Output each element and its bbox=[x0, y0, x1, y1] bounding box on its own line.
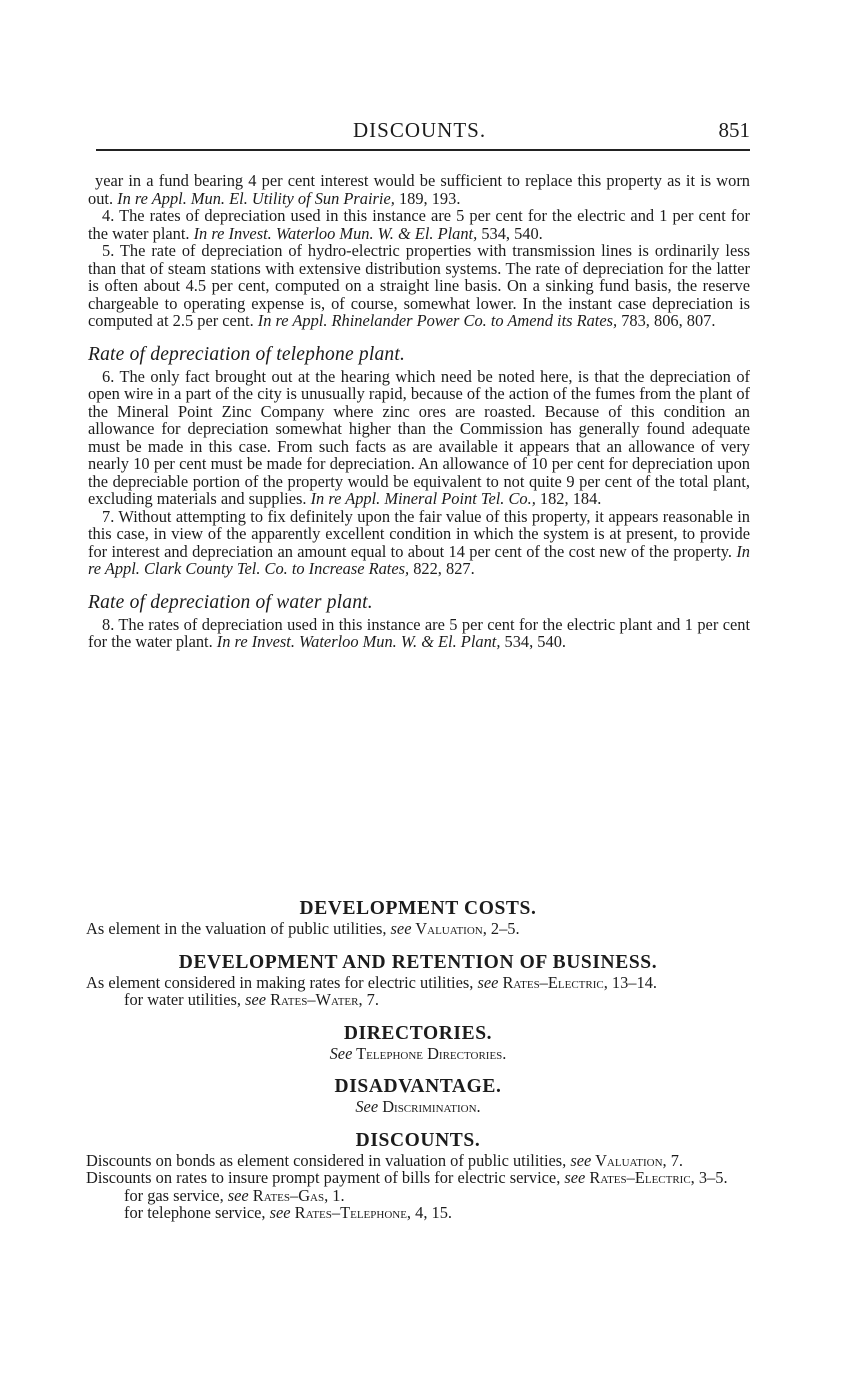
citation: In re Invest. Waterloo Mun. W. & El. Plant, bbox=[193, 223, 478, 243]
running-title: DISCOUNTS. bbox=[353, 118, 487, 142]
paragraph-4: 4. The rates of depreciation used in this instance are 5 per cent for the electric and 1 per cent for the water plant. In re Invest. Waterloo Mun. W. & El. Plant, 534, 540. bbox=[88, 206, 750, 243]
index-entry: As element in the valuation of public utilities, see Valuation, 2–5. bbox=[86, 919, 520, 938]
cross-reference: Rates–Gas, 1. bbox=[248, 1185, 345, 1205]
citation: In re Appl. Mineral Point Tel. Co., bbox=[310, 489, 536, 508]
index-entry: As element considered in making rates for electric utilities, see Rates–Electric, 13–14. bbox=[86, 972, 657, 992]
citation: In re Appl. Clark County Tel. Co. to Increase Rates, bbox=[88, 541, 750, 578]
index-heading-disadvantage: DISADVANTAGE. bbox=[334, 1076, 502, 1097]
citation: In re Invest. Waterloo Mun. W. & El. Plant, bbox=[216, 632, 501, 651]
running-head bbox=[96, 118, 752, 148]
cross-reference: Valuation, 2–5. bbox=[411, 919, 520, 938]
index-heading-discounts: DISCOUNTS. bbox=[355, 1129, 481, 1151]
cross-reference: Rates–Electric, 13–14. bbox=[498, 972, 657, 992]
page-number: 851 bbox=[718, 118, 750, 142]
citation: In re Appl. Rhinelander Power Co. to Amend its Rates, bbox=[257, 311, 618, 330]
index-heading-directories: DIRECTORIES. bbox=[343, 1022, 493, 1044]
cross-reference: Discrimination. bbox=[378, 1097, 481, 1116]
index-heading-development-costs: DEVELOPMENT COSTS. bbox=[299, 898, 537, 919]
header-rule bbox=[96, 149, 750, 151]
cross-reference: Rates–Water, 7. bbox=[266, 990, 379, 1009]
index-entry: Discounts on bonds as element considered in valuation of public utilities, see Valuation, 7. bbox=[86, 1150, 684, 1170]
subhead-telephone-plant: Rate of depreciation of telephone plant. bbox=[88, 343, 406, 365]
subhead-water-plant: Rate of depreciation of water plant. bbox=[88, 591, 373, 613]
index-subentry: for water utilities, see Rates–Water, 7. bbox=[124, 990, 379, 1009]
index-entries bbox=[86, 898, 750, 1222]
paragraph-continued: year in a fund bearing 4 per cent interest would be sufficient to replace this property as it is worn out. In re Appl. Mun. El. Utility of Sun Prairie, 189, 193. bbox=[88, 171, 750, 208]
index-subentry: for telephone service, see Rates–Telephone, 4, 15. bbox=[124, 1203, 452, 1222]
index-subentry: for gas service, see Rates–Gas, 1. bbox=[124, 1185, 345, 1205]
body-text bbox=[88, 172, 750, 651]
paragraph-8: 8. The rates of depreciation used in this instance are 5 per cent for the electric plant and 1 per cent for the water plant. In re Invest. Waterloo Mun. W. & El. Plant, 534, 540. bbox=[88, 614, 750, 651]
paragraph-7: 7. Without attempting to fix definitely upon the fair value of this property, it appears reasonable in this case, in view of the apparently excellent condition in which the system is at present, to provide for interest and depreciation an amount equal to about 14 per cent of the cost new of the property. In re Appl. Clark County Tel. Co. to Increase Rates, 822, 827. bbox=[88, 506, 750, 578]
cross-reference: Rates–Electric, 3–5. bbox=[585, 1168, 728, 1187]
index-entry: Discounts on rates to insure prompt payment of bills for electric service, see Rates–Electric, 3–5. bbox=[86, 1168, 728, 1187]
cross-reference: Telephone Directories. bbox=[352, 1043, 507, 1063]
paragraph-5: 5. The rate of depreciation of hydro-electric properties with transmission lines is ordinarily less than that of steam stations with extensive distribution systems. The rate of depreciation for the latter is often about 4.5 per cent, computed on a straight line basis. On a sinking fund basis, the reserve chargeable to operating expense is, of course, somewhat lower. In the instant case depreciation is computed at 2.5 per cent. In re Appl. Rhinelander Power Co. to Amend its Rates, 783, 806, 807. bbox=[88, 241, 750, 330]
index-heading-development-retention: DEVELOPMENT AND RETENTION OF BUSINESS. bbox=[178, 951, 658, 973]
cross-reference: Valuation, 7. bbox=[591, 1150, 684, 1170]
citation: In re Appl. Mun. El. Utility of Sun Prairie, bbox=[117, 188, 395, 208]
index-entry: See Discrimination. bbox=[355, 1097, 481, 1116]
index-entry: See Telephone Directories. bbox=[329, 1043, 507, 1063]
cross-reference: Rates–Telephone, 4, 15. bbox=[290, 1203, 452, 1222]
paragraph-6: 6. The only fact brought out at the hearing which need be noted here, is that the depreciation of open wire in a part of the city is unusually rapid, because of the action of the fumes from the plant of the Mineral Point Zinc Company where zinc ores are roasted. Because of this condition an allowance for depreciation somewhat higher than the Commission has generally found adequate must be made in this case. From such facts as are available it appears that an allowance of very nearly 10 per cent must be made for depreciation. An allowance of 10 per cent for depreciation upon the depreciable portion of the property would be equivalent to not quite 9 per cent of the total plant, excluding materials and supplies. In re Appl. Mineral Point Tel. Co., 182, 184. bbox=[88, 366, 750, 508]
